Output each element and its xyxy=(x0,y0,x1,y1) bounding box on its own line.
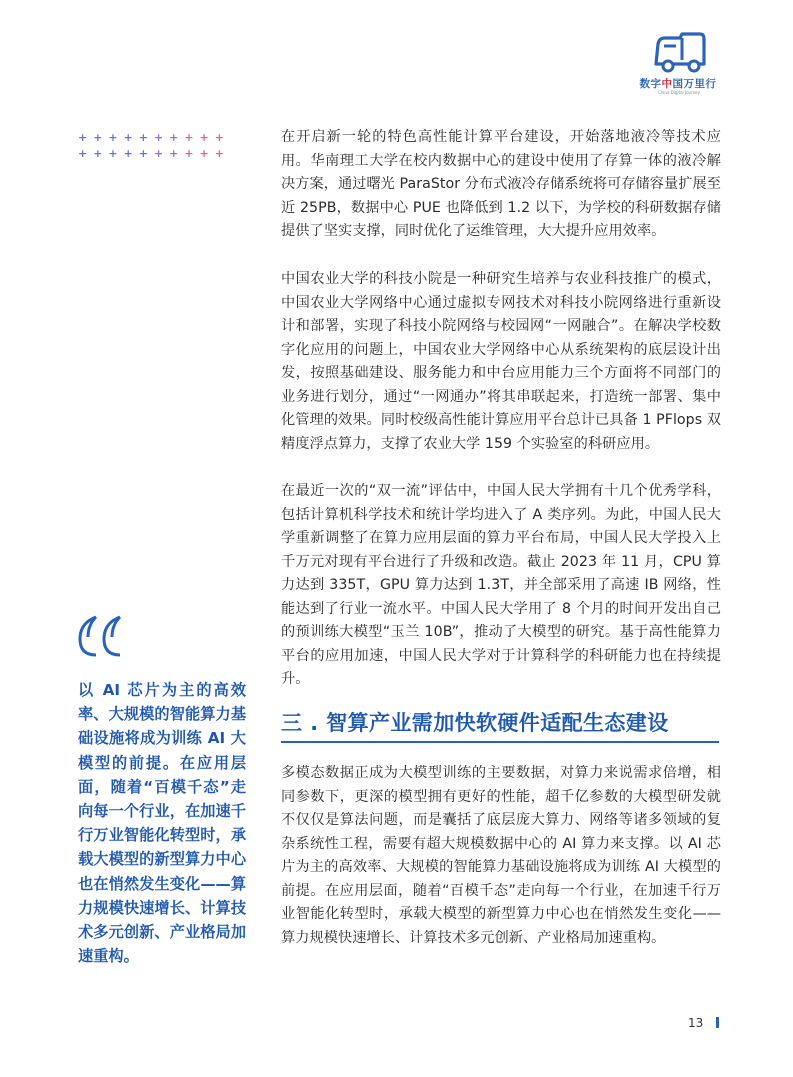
plus-icon: + xyxy=(169,147,179,160)
plus-row xyxy=(78,147,238,163)
heading-underline xyxy=(281,741,719,743)
plus-icon: + xyxy=(199,131,209,144)
plus-icon: + xyxy=(138,147,148,160)
page-number: 13 xyxy=(688,1016,704,1030)
page-number-bar xyxy=(716,1017,719,1028)
plus-icon: + xyxy=(169,131,179,144)
quote-mark-icon xyxy=(76,613,126,659)
plus-icon: + xyxy=(108,131,118,144)
paragraph-scut: 在开启新一轮的特色高性能计算平台建设，开始落地液冷等技术应用。华南理工大学在校内数据中心的建设中使用了存算一体的液冷解决方案，通过曙光 ParaStor 分布式液冷存储系统将可存储容量扩展至近 25PB，数据中心 PUE 也降低到 1.2 以下，为学校的科研数据存储提供了坚实支撑，同时优化了运维管理，大大提升应用效率。 xyxy=(281,129,721,239)
plus-icon: + xyxy=(78,131,88,144)
decorative-plus-grid xyxy=(78,131,238,163)
paragraph-ruc: 在最近一次的“双一流”评估中，中国人民大学拥有十几个优秀学科，包括计算机科学技术和统计学均进入了 A 类序列。为此，中国人民大学重新调整了在算力应用层面的算力平台布局，中国人民大学投入上千万元对现有平台进行了升级和改造。截止 2023 年 11 月，CPU 算力达到 335T，GPU 算力达到 1.3T，并全部采用了高速 IB 网络，性能达到了行业一流水平。中国人民大学用了 8 个月的时间开发出自己的预训练大模型“玉兰 10B”，推动了大模型的研究。基于高性能算力平台的应用加速，中国人民大学对于计算科学的科研能力也在持续提升。 xyxy=(281,483,721,687)
plus-row xyxy=(78,131,238,147)
plus-icon: + xyxy=(93,147,103,160)
plus-icon: + xyxy=(184,147,194,160)
pull-quote: 以 AI 芯片为主的高效率、大规模的智能算力基础设施将成为训练 AI 大模型的前提。在应用层面，随着“百模千态”走向每一个行业，在加速千行万业智能化转型时，承载大模型的新型算力中心也在悄然发生变化——算力规模快速增长、计算技术多元创新、产业格局加速重构。 xyxy=(78,681,246,966)
plus-icon: + xyxy=(184,131,194,144)
plus-icon: + xyxy=(153,147,164,160)
plus-icon: + xyxy=(93,131,103,144)
plus-icon: + xyxy=(123,131,133,144)
logo-text: 数字中国万里行 xyxy=(639,78,717,90)
brand-logo xyxy=(632,30,724,100)
truck-icon xyxy=(650,30,710,76)
plus-icon: + xyxy=(138,131,148,144)
logo-accent-char: 中 xyxy=(661,78,673,90)
paragraph-multimodal: 多模态数据正成为大模型训练的主要数据，对算力来说需求倍增，相同参数下，更深的模型拥有更好的性能，超千亿参数的大模型研发就不仅仅是算法问题，而是囊括了底层庞大算力、网络等诸多领域的复杂系统性工程，需要有超大规模数据中心的 AI 算力来支撑。以 AI 芯片为主的高效率、大规模的智能算力基础设施将成为训练 AI 大模型的前提。在应用层面，随着“百模千态”走向每一个行业，在加速千行万业智能化转型时，承载大模型的新型算力中心也在悄然发生变化——算力规模快速增长、计算技术多元创新、产业格局加速重构。 xyxy=(281,765,721,946)
plus-icon: + xyxy=(199,147,209,160)
plus-icon: + xyxy=(214,131,224,144)
plus-icon: + xyxy=(153,131,164,144)
plus-icon: + xyxy=(108,147,118,160)
plus-icon: + xyxy=(214,147,224,160)
section-heading: 三 . 智算产业需加快软硬件适配生态建设 xyxy=(281,711,669,735)
logo-subtext: China Digital Journey xyxy=(657,90,701,95)
paragraph-cau: 中国农业大学的科技小院是一种研究生培养与农业科技推广的模式，中国农业大学网络中心通过虚拟专网技术对科技小院网络进行重新设计和部署，实现了科技小院网络与校园网“一网融合”。在解决学校数字化应用的问题上，中国农业大学网络中心从系统架构的底层设计出发，按照基础建设、服务能力和中台应用能力三个方面将不同部门的业务进行划分，通过“一网通办”将其串联起来，打造统一部署、集中化管理的效果。同时校级高性能计算应用平台总计已具备 1 PFlops 双精度浮点算力，支撑了农业大学 159 个实验室的科研应用。 xyxy=(281,271,721,452)
plus-icon: + xyxy=(78,147,88,160)
plus-icon: + xyxy=(123,147,133,160)
